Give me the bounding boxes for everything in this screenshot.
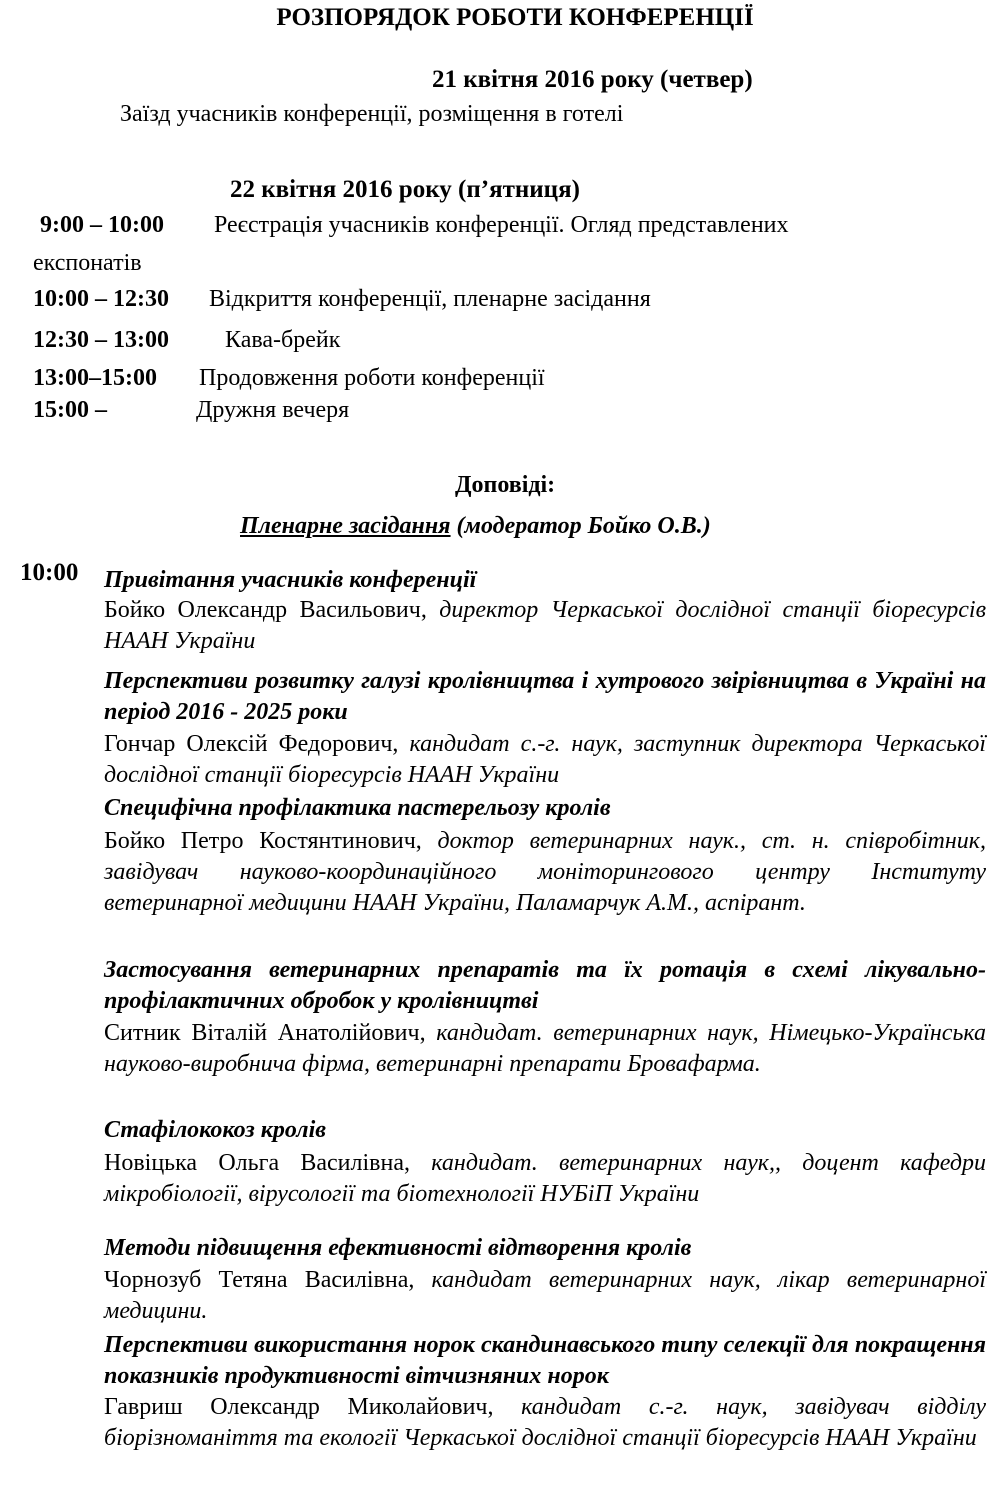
session-title: Пленарне засідання xyxy=(240,513,451,539)
report-6-title: Методи підвищення ефективності відтворення кролів xyxy=(104,1235,692,1261)
report-affiliation: кандидат. ветеринарних наук, Німецько-Українська науково-виробнича фірма, ветеринарні препарати Бровафарма. xyxy=(104,1020,986,1077)
report-1-speaker xyxy=(104,595,986,657)
report-7-speaker xyxy=(104,1392,986,1454)
day1-date: 21 квітня 2016 року (четвер) xyxy=(432,66,753,93)
report-7-title: Перспективи використання норок скандинавського типу селекції для покращення показників продуктивності вітчизняних норок xyxy=(104,1332,986,1389)
report-3-title: Специфічна профілактика пастерельозу кролів xyxy=(104,795,611,821)
report-affiliation: кандидат с.-г. наук, завідувач відділу біорізноманіття та екології Черкаської дослідної станції біоресурсів НААН України xyxy=(104,1394,986,1451)
report-affiliation: кандидат. ветеринарних наук,, доцент кафедри мікробіології, вірусології та біотехнології НУБіП України xyxy=(104,1150,986,1207)
schedule-time: 12:30 – 13:00 xyxy=(33,327,169,353)
session-heading xyxy=(240,511,711,542)
page-title: РОЗПОРЯДОК РОБОТИ КОНФЕРЕНЦІЇ xyxy=(276,4,754,31)
session-start-time: 10:00 xyxy=(20,559,79,586)
schedule-text: Відкриття конференції, пленарне засідання xyxy=(209,286,651,312)
schedule-text: Дружня вечеря xyxy=(196,397,350,423)
schedule-item-coffee-break xyxy=(33,325,340,356)
report-author: Ситник Віталій Анатолійович, xyxy=(104,1020,437,1046)
report-affiliation: кандидат с.-г. наук, заступник директора Черкаської дослідної станції біоресурсів НААН України xyxy=(104,731,986,788)
schedule-text: Реєстрація учасників конференції. Огляд представлених xyxy=(214,212,789,238)
report-1-title: Привітання учасників конференції xyxy=(104,567,477,593)
schedule-time: 9:00 – 10:00 xyxy=(40,212,164,238)
report-affiliation: директор Черкаської дослідної станції біоресурсів НААН України xyxy=(104,597,986,654)
report-author: Чорнозуб Тетяна Василівна, xyxy=(104,1267,432,1293)
report-affiliation: кандидат ветеринарних наук, лікар ветеринарної медицини. xyxy=(104,1267,986,1324)
schedule-time: 15:00 – xyxy=(33,397,107,423)
report-5-speaker xyxy=(104,1148,986,1210)
report-author: Новіцька Ольга Василівна, xyxy=(104,1150,432,1176)
schedule-item-continuation xyxy=(33,363,545,394)
schedule-text-continued: експонатів xyxy=(33,250,142,276)
schedule-text: Продовження роботи конференції xyxy=(199,365,545,391)
reports-heading: Доповіді: xyxy=(455,472,556,498)
report-5-title: Стафілококоз кролів xyxy=(104,1117,326,1143)
report-3-speaker xyxy=(104,826,986,919)
report-author: Бойко Петро Костянтинович, xyxy=(104,828,438,854)
session-moderator: (модератор Бойко О.В.) xyxy=(450,513,711,539)
report-4-speaker xyxy=(104,1018,986,1080)
report-author: Бойко Олександр Васильович, xyxy=(104,597,440,623)
report-4-title: Застосування ветеринарних препаратів та їх ротація в схемі лікувально-профілактичних обробок у кролівництві xyxy=(104,957,986,1014)
report-author: Гончар Олексій Федорович, xyxy=(104,731,410,757)
schedule-item-opening xyxy=(33,284,651,315)
day2-date: 22 квітня 2016 року (п’ятниця) xyxy=(230,176,580,203)
schedule-item-registration xyxy=(40,210,789,241)
schedule-text: Кава-брейк xyxy=(225,327,341,353)
schedule-time: 10:00 – 12:30 xyxy=(33,286,169,312)
report-2-speaker xyxy=(104,729,986,791)
day1-note: Заїзд учасників конференції, розміщення в готелі xyxy=(120,101,624,127)
report-author: Гавриш Олександр Миколайович, xyxy=(104,1394,522,1420)
report-6-speaker xyxy=(104,1265,986,1327)
report-affiliation: доктор ветеринарних наук., ст. н. співробітник, завідувач науково-координаційного моніторингового центру Інституту ветеринарної медицини НААН України, Паламарчук А.М., аспірант. xyxy=(104,828,986,916)
schedule-item-dinner xyxy=(33,395,349,426)
report-2-title: Перспективи розвитку галузі кролівництва і хутрового звірівництва в Україні на період 2016 - 2025 роки xyxy=(104,668,986,725)
schedule-time: 13:00–15:00 xyxy=(33,365,157,391)
